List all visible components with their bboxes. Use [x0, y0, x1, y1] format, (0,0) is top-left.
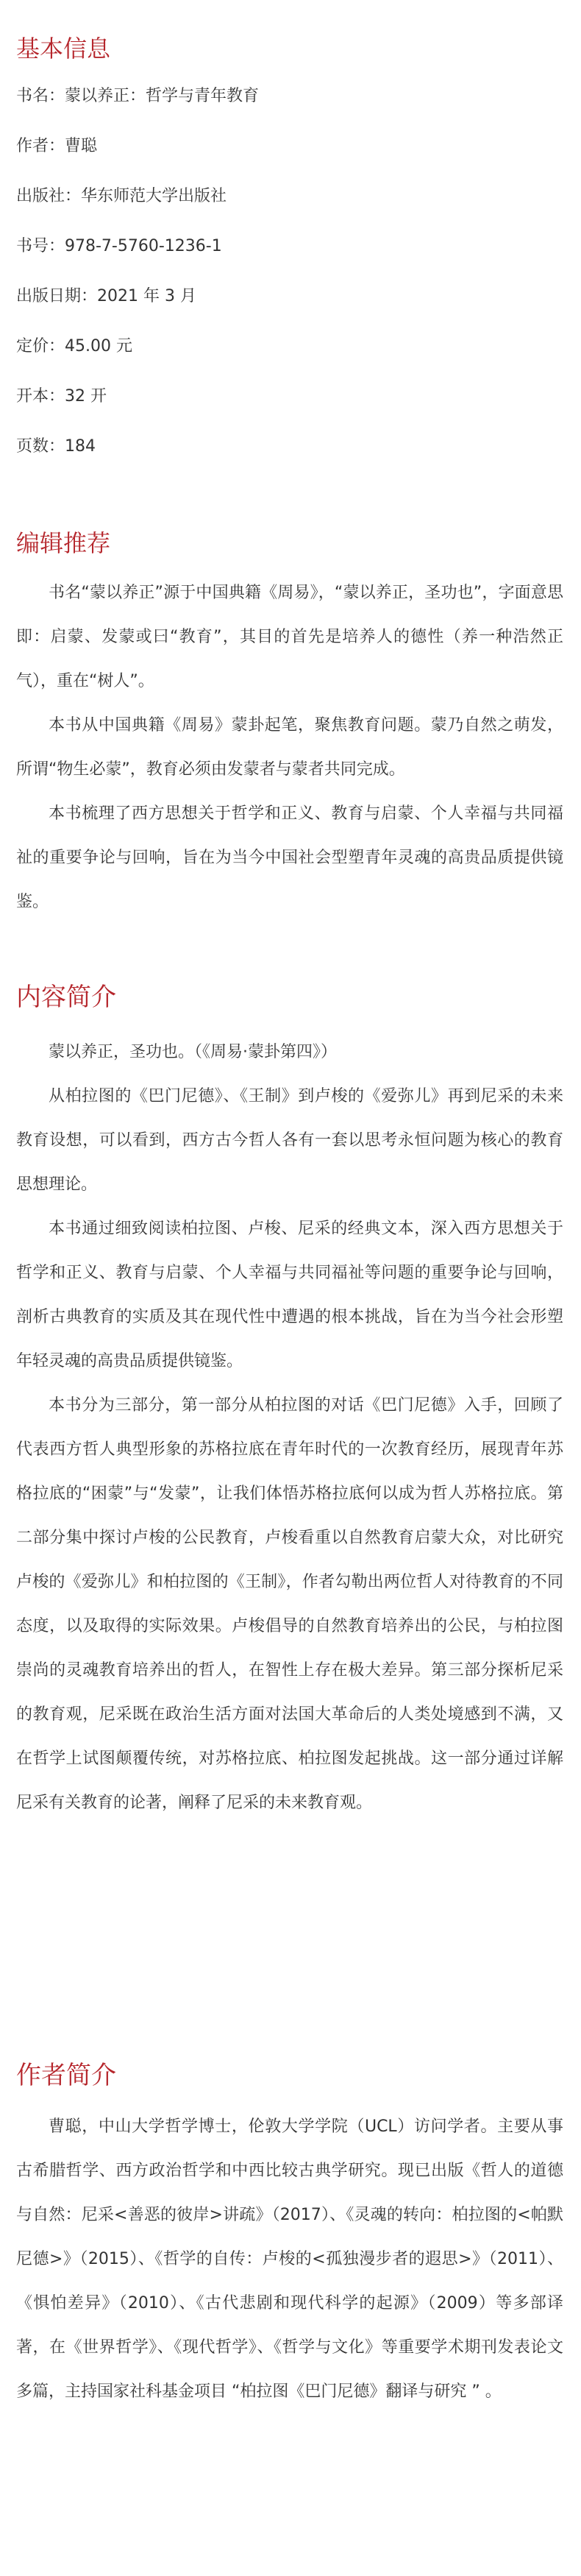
recommendation-paragraph: 书名“蒙以养正”源于中国典籍《周易》，“蒙以养正，圣功也”，字面意思即：启蒙、发蒙或曰“教育”，其目的首先是培养人的德性（养一种浩然正气），重在“树人”。 — [16, 584, 563, 690]
recommendation-paragraph: 本书梳理了西方思想关于哲学和正义、教育与启蒙、个人幸福与共同福祉的重要争论与回响，旨在为当今中国社会型塑青年灵魂的高贵品质提供镜鉴。 — [16, 804, 563, 911]
editor-recommendation-heading: 编辑推荐 — [16, 529, 111, 557]
price-line: 定价：45.00 元 — [16, 337, 132, 355]
author-paragraph: 曹聪，中山大学哲学博士，伦敦大学学院（UCL）访问学者。主要从事古希腊哲学、西方政治哲学和中西比较古典学研究。现已出版《哲人的道德与自然：尼采<善恶的彼岸>讲疏》（2017）、《灵魂的转向：柏拉图的<帕默尼德>》（2015）、《哲学的自传：卢梭的<孤独漫步者的遐思>》（2011）、《惧怕差异》（2010）、《古代悲剧和现代科学的起源》（2009）等多部译著，在《世界哲学》、《现代哲学》、《哲学与文化》等重要学术期刊发表论文多篇，主持国家社科基金项目 “柏拉图《巴门尼德》翻译与研究 ” 。 — [16, 2117, 563, 2401]
publisher-line: 出版社：华东师范大学出版社 — [16, 187, 227, 205]
author-intro-heading: 作者简介 — [16, 2061, 116, 2090]
intro-paragraph: 从柏拉图的《巴门尼德》、《王制》到卢梭的《爱弥儿》再到尼采的未来教育设想，可以看到，西方古今哲人各有一套以思考永恒问题为核心的教育思想理论。 — [16, 1087, 563, 1194]
book-title-line: 书名：蒙以养正：哲学与青年教育 — [16, 87, 260, 105]
page-count-line: 页数：184 — [16, 437, 96, 456]
author-line: 作者：曹聪 — [16, 137, 98, 155]
format-line: 开本：32 开 — [16, 387, 107, 406]
intro-paragraph: 本书通过细致阅读柏拉图、卢梭、尼采的经典文本，深入西方思想关于哲学和正义、教育与启蒙、个人幸福与共同福祉等问题的重要争论与回响，剖析古典教育的实质及其在现代性中遭遇的根本挑战，旨在为当今社会形塑年轻灵魂的高贵品质提供镜鉴。 — [16, 1220, 563, 1370]
content-intro-heading: 内容简介 — [16, 983, 116, 1012]
recommendation-paragraph: 本书从中国典籍《周易》蒙卦起笔，聚焦教育问题。蒙乃自然之萌发，所谓“物生必蒙”，教育必须由发蒙者与蒙者共同完成。 — [16, 716, 563, 779]
intro-paragraph: 蒙以养正，圣功也。（《周易·蒙卦第四》） — [49, 1043, 337, 1061]
intro-paragraph: 本书分为三部分，第一部分从柏拉图的对话《巴门尼德》入手，回顾了代表西方哲人典型形象的苏格拉底在青年时代的一次教育经历，展现青年苏格拉底的“困蒙”与“发蒙”，让我们体悟苏格拉底何以成为哲人苏格拉底。第二部分集中探讨卢梭的公民教育，卢梭看重以自然教育启蒙大众，对比研究卢梭的《爱弥儿》和柏拉图的《王制》，作者勾勒出两位哲人对待教育的不同态度，以及取得的实际效果。卢梭倡导的自然教育培养出的公民，与柏拉图崇尚的灵魂教育培养出的哲人，在智性上存在极大差异。第三部分探析尼采的教育观，尼采既在政治生活方面对法国大革命后的人类处境感到不满，又在哲学上试图颠覆传统，对苏格拉底、柏拉图发起挑战。这一部分通过详解尼采有关教育的论著，阐释了尼采的未来教育观。 — [16, 1396, 563, 1812]
basic-info-heading: 基本信息 — [16, 35, 111, 63]
publish-date-line: 出版日期：2021 年 3 月 — [16, 287, 196, 305]
isbn-line: 书号：978-7-5760-1236-1 — [16, 237, 222, 255]
